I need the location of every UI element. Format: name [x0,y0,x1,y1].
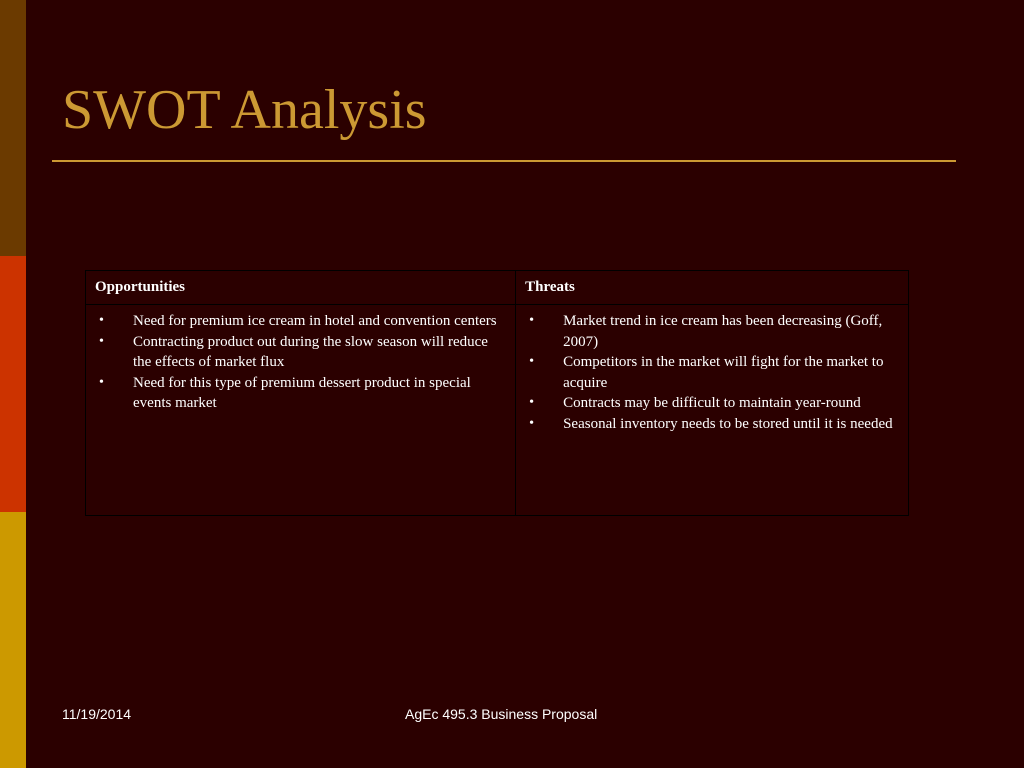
list-item: • Seasonal inventory needs to be stored until it is needed [525,414,899,435]
stripe-bottom [0,512,26,768]
list-item: • Contracting product out during the slow season will reduce the effects of market flux [95,332,506,373]
table-header-row [86,271,909,305]
stripe-middle [0,256,26,512]
slide-title: SWOT Analysis [62,79,427,141]
list-item: • Need for premium ice cream in hotel and convention centers [95,311,506,332]
threats-list [525,311,899,434]
table-row [86,305,909,516]
list-item: • Contracts may be difficult to maintain year-round [525,393,899,414]
list-item: • Market trend in ice cream has been decreasing (Goff, 2007) [525,311,899,352]
opportunities-list [95,311,506,414]
list-item: • Need for this type of premium dessert product in special events market [95,373,506,414]
header-threats: Threats [516,271,909,305]
header-opportunities: Opportunities [86,271,516,305]
opportunities-cell [86,305,516,516]
footer-title: AgEc 495.3 Business Proposal [405,706,598,722]
threats-cell [516,305,909,516]
footer-date: 11/19/2014 [62,706,132,722]
stripe-top [0,0,26,256]
swot-table [85,270,909,516]
list-item: • Competitors in the market will fight for the market to acquire [525,352,899,393]
title-underline [52,160,956,162]
